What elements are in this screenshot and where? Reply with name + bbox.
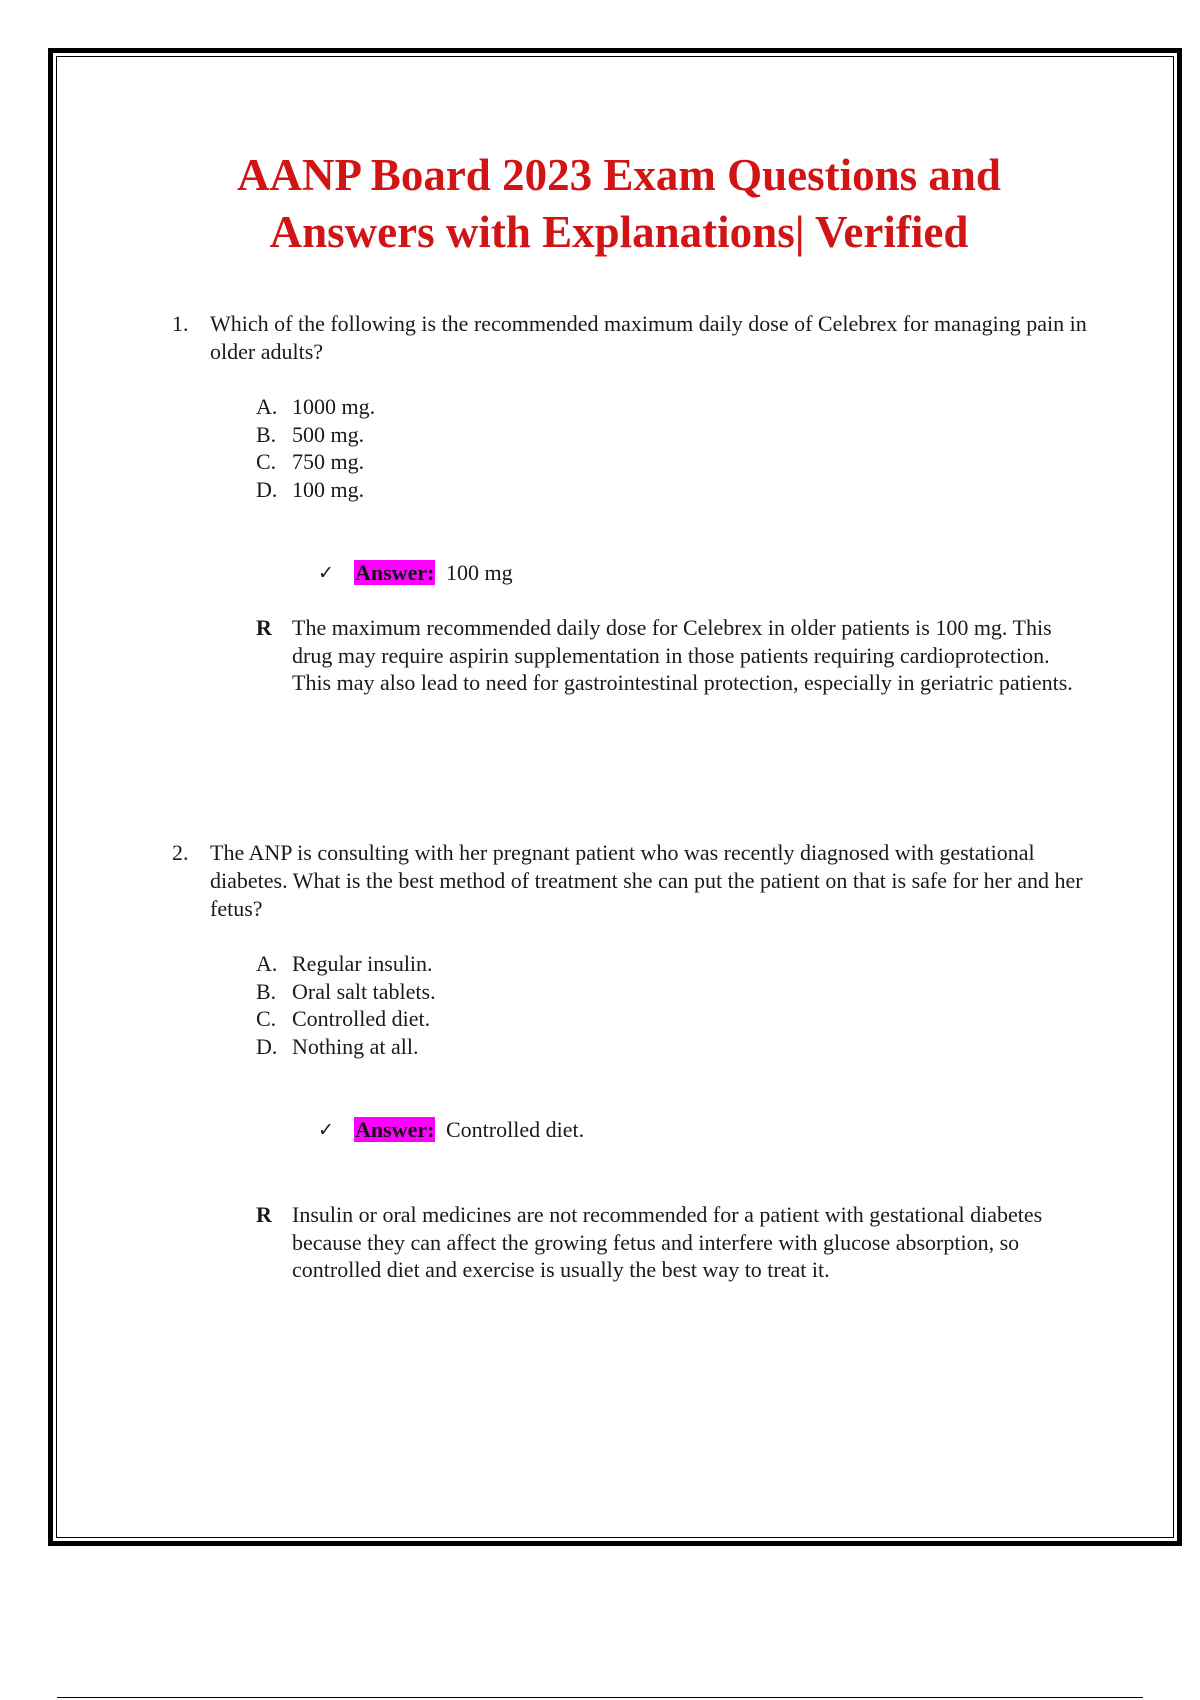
rationale-text: The maximum recommended daily dose for Celebrex in older patients is 100 mg. This drug may require aspirin supplementation in those patients requiring cardioprotection. This may also lead to need for gastrointestinal protection, especially in geriatric patients. — [292, 615, 1073, 695]
option-letter: A. — [256, 951, 278, 976]
option-letter: D. — [256, 1033, 278, 1059]
answer-line — [318, 558, 1092, 588]
options-list — [256, 393, 1092, 503]
option-text: 1000 mg. — [292, 394, 376, 419]
document-title-line-2: Answers with Explanations| Verified — [269, 207, 969, 257]
option-letter: A. — [256, 394, 278, 419]
option-text: Oral salt tablets. — [292, 978, 436, 1004]
answer-line — [318, 1115, 1092, 1145]
rationale-text: Insulin or oral medicines are not recommended for a patient with gestational diabetes because they can affect the growing fetus and interfere with glucose absorption, so controlled diet and exercise is usually the best way to treat it. — [292, 1202, 1043, 1282]
option-b — [256, 421, 1092, 449]
question-stem — [172, 839, 1092, 923]
option-text: 750 mg. — [292, 449, 365, 474]
option-text: 500 mg. — [292, 421, 365, 447]
checkmark-icon: ✓ — [318, 562, 334, 584]
page-frame-inner-border — [56, 56, 1174, 1538]
footer-rule — [57, 1697, 1143, 1698]
answer-label: Answer: — [355, 560, 435, 585]
option-text: Regular insulin. — [292, 951, 433, 976]
option-b — [256, 978, 1092, 1006]
answer-value: Controlled diet. — [446, 1117, 585, 1142]
rationale-marker: R — [256, 1202, 272, 1227]
option-letter: C. — [256, 449, 277, 474]
question-2 — [172, 839, 1092, 1284]
options-list — [256, 950, 1092, 1060]
option-text: Nothing at all. — [292, 1033, 419, 1059]
option-c — [256, 448, 1092, 476]
question-number: 2. — [172, 840, 189, 865]
option-letter: B. — [256, 421, 277, 447]
option-letter: D. — [256, 476, 278, 502]
option-d — [256, 1033, 1092, 1061]
option-text: 100 mg. — [292, 476, 365, 502]
rationale — [256, 614, 1092, 697]
option-c — [256, 1005, 1092, 1033]
document-title-line-1: AANP Board 2023 Exam Questions and — [237, 150, 1001, 200]
checkmark-icon: ✓ — [318, 1119, 334, 1141]
question-text: The ANP is consulting with her pregnant patient who was recently diagnosed with gestational diabetes. What is the best method of treatment she can put the patient on that is safe for her and her fetus? — [210, 840, 1083, 921]
question-stem — [172, 310, 1092, 366]
rationale — [256, 1201, 1092, 1284]
document-title — [56, 147, 1182, 261]
page-frame — [48, 48, 1182, 1546]
option-letter: C. — [256, 1006, 277, 1031]
question-text: Which of the following is the recommended maximum daily dose of Celebrex for managing pain in older adults? — [210, 311, 1087, 364]
answer-label: Answer: — [355, 1117, 435, 1142]
option-a — [256, 393, 1092, 421]
question-number: 1. — [172, 311, 189, 336]
question-1 — [172, 310, 1092, 697]
answer-value: 100 mg — [446, 560, 513, 585]
option-letter: B. — [256, 978, 277, 1004]
rationale-marker: R — [256, 615, 272, 640]
option-d — [256, 476, 1092, 504]
option-a — [256, 950, 1092, 978]
option-text: Controlled diet. — [292, 1006, 431, 1031]
